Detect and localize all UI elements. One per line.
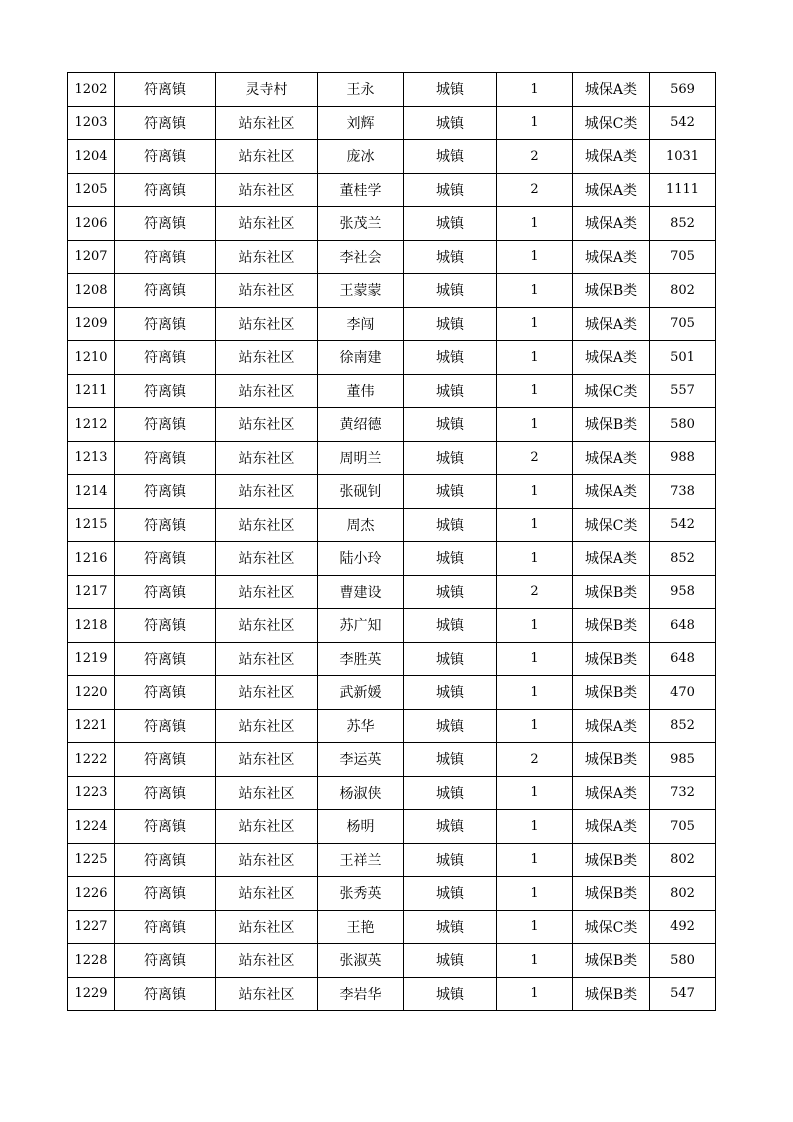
town-cell: 符离镇 — [115, 676, 216, 710]
name-cell: 张砚钊 — [318, 475, 404, 509]
town-cell: 符离镇 — [115, 73, 216, 107]
name-cell: 王永 — [318, 73, 404, 107]
amount-cell: 648 — [650, 609, 716, 643]
amount-cell: 648 — [650, 642, 716, 676]
table-row — [68, 609, 716, 643]
category-cell: 城镇 — [404, 810, 497, 844]
town-cell: 符离镇 — [115, 307, 216, 341]
serial-cell: 1210 — [68, 341, 115, 375]
benefit-class-cell: 城保A类 — [573, 776, 650, 810]
amount-cell: 988 — [650, 441, 716, 475]
serial-cell: 1224 — [68, 810, 115, 844]
serial-cell: 1209 — [68, 307, 115, 341]
serial-cell: 1228 — [68, 944, 115, 978]
category-cell: 城镇 — [404, 207, 497, 241]
serial-cell: 1207 — [68, 240, 115, 274]
category-cell: 城镇 — [404, 106, 497, 140]
village-cell: 站东社区 — [216, 843, 318, 877]
name-cell: 李岩华 — [318, 977, 404, 1011]
amount-cell: 852 — [650, 207, 716, 241]
table-row — [68, 676, 716, 710]
village-cell: 站东社区 — [216, 307, 318, 341]
amount-cell: 557 — [650, 374, 716, 408]
name-cell: 苏广知 — [318, 609, 404, 643]
household-size-cell: 1 — [497, 475, 573, 509]
name-cell: 周明兰 — [318, 441, 404, 475]
name-cell: 刘辉 — [318, 106, 404, 140]
benefit-class-cell: 城保A类 — [573, 810, 650, 844]
village-cell: 站东社区 — [216, 441, 318, 475]
amount-cell: 852 — [650, 709, 716, 743]
name-cell: 杨淑侠 — [318, 776, 404, 810]
category-cell: 城镇 — [404, 173, 497, 207]
amount-cell: 705 — [650, 307, 716, 341]
serial-cell: 1214 — [68, 475, 115, 509]
amount-cell: 1031 — [650, 140, 716, 174]
amount-cell: 470 — [650, 676, 716, 710]
town-cell: 符离镇 — [115, 374, 216, 408]
household-size-cell: 1 — [497, 106, 573, 140]
benefit-class-cell: 城保A类 — [573, 542, 650, 576]
benefit-class-cell: 城保B类 — [573, 575, 650, 609]
name-cell: 徐南建 — [318, 341, 404, 375]
serial-cell: 1215 — [68, 508, 115, 542]
name-cell: 苏华 — [318, 709, 404, 743]
household-size-cell: 1 — [497, 776, 573, 810]
name-cell: 王蒙蒙 — [318, 274, 404, 308]
category-cell: 城镇 — [404, 475, 497, 509]
serial-cell: 1229 — [68, 977, 115, 1011]
name-cell: 李社会 — [318, 240, 404, 274]
serial-cell: 1225 — [68, 843, 115, 877]
town-cell: 符离镇 — [115, 475, 216, 509]
benefit-class-cell: 城保B类 — [573, 977, 650, 1011]
amount-cell: 705 — [650, 240, 716, 274]
category-cell: 城镇 — [404, 910, 497, 944]
serial-cell: 1223 — [68, 776, 115, 810]
town-cell: 符离镇 — [115, 508, 216, 542]
village-cell: 站东社区 — [216, 475, 318, 509]
table-row — [68, 408, 716, 442]
table-row — [68, 374, 716, 408]
name-cell: 张秀英 — [318, 877, 404, 911]
name-cell: 曹建设 — [318, 575, 404, 609]
serial-cell: 1205 — [68, 173, 115, 207]
amount-cell: 852 — [650, 542, 716, 576]
household-size-cell: 1 — [497, 877, 573, 911]
category-cell: 城镇 — [404, 240, 497, 274]
table-row — [68, 642, 716, 676]
table-row — [68, 173, 716, 207]
household-size-cell: 1 — [497, 709, 573, 743]
serial-cell: 1218 — [68, 609, 115, 643]
amount-cell: 802 — [650, 877, 716, 911]
serial-cell: 1216 — [68, 542, 115, 576]
category-cell: 城镇 — [404, 441, 497, 475]
amount-cell: 732 — [650, 776, 716, 810]
village-cell: 站东社区 — [216, 542, 318, 576]
name-cell: 王艳 — [318, 910, 404, 944]
town-cell: 符离镇 — [115, 575, 216, 609]
category-cell: 城镇 — [404, 274, 497, 308]
name-cell: 庞冰 — [318, 140, 404, 174]
town-cell: 符离镇 — [115, 341, 216, 375]
benefit-class-cell: 城保A类 — [573, 475, 650, 509]
benefit-class-cell: 城保B类 — [573, 609, 650, 643]
name-cell: 董伟 — [318, 374, 404, 408]
amount-cell: 985 — [650, 743, 716, 777]
table-row — [68, 441, 716, 475]
town-cell: 符离镇 — [115, 408, 216, 442]
village-cell: 站东社区 — [216, 374, 318, 408]
serial-cell: 1212 — [68, 408, 115, 442]
household-size-cell: 2 — [497, 173, 573, 207]
household-size-cell: 1 — [497, 240, 573, 274]
town-cell: 符离镇 — [115, 877, 216, 911]
village-cell: 站东社区 — [216, 341, 318, 375]
serial-cell: 1213 — [68, 441, 115, 475]
table-row — [68, 709, 716, 743]
table-row — [68, 542, 716, 576]
benefit-class-cell: 城保A类 — [573, 709, 650, 743]
benefit-class-cell: 城保A类 — [573, 240, 650, 274]
category-cell: 城镇 — [404, 709, 497, 743]
category-cell: 城镇 — [404, 977, 497, 1011]
table-row — [68, 508, 716, 542]
category-cell: 城镇 — [404, 508, 497, 542]
category-cell: 城镇 — [404, 776, 497, 810]
town-cell: 符离镇 — [115, 843, 216, 877]
town-cell: 符离镇 — [115, 240, 216, 274]
table-row — [68, 274, 716, 308]
amount-cell: 569 — [650, 73, 716, 107]
category-cell: 城镇 — [404, 307, 497, 341]
village-cell: 站东社区 — [216, 676, 318, 710]
benefit-class-cell: 城保A类 — [573, 341, 650, 375]
household-size-cell: 1 — [497, 944, 573, 978]
village-cell: 站东社区 — [216, 575, 318, 609]
household-size-cell: 1 — [497, 73, 573, 107]
table-row — [68, 575, 716, 609]
town-cell: 符离镇 — [115, 106, 216, 140]
town-cell: 符离镇 — [115, 709, 216, 743]
village-cell: 站东社区 — [216, 743, 318, 777]
amount-cell: 958 — [650, 575, 716, 609]
benefit-class-cell: 城保C类 — [573, 508, 650, 542]
village-cell: 站东社区 — [216, 776, 318, 810]
amount-cell: 580 — [650, 944, 716, 978]
name-cell: 李闯 — [318, 307, 404, 341]
village-cell: 站东社区 — [216, 810, 318, 844]
town-cell: 符离镇 — [115, 207, 216, 241]
village-cell: 站东社区 — [216, 240, 318, 274]
town-cell: 符离镇 — [115, 542, 216, 576]
serial-cell: 1226 — [68, 877, 115, 911]
table-row — [68, 910, 716, 944]
category-cell: 城镇 — [404, 341, 497, 375]
category-cell: 城镇 — [404, 609, 497, 643]
household-size-cell: 1 — [497, 843, 573, 877]
benefit-class-cell: 城保B类 — [573, 843, 650, 877]
amount-cell: 492 — [650, 910, 716, 944]
village-cell: 站东社区 — [216, 877, 318, 911]
benefit-class-cell: 城保B类 — [573, 877, 650, 911]
serial-cell: 1220 — [68, 676, 115, 710]
household-size-cell: 1 — [497, 307, 573, 341]
table-row — [68, 743, 716, 777]
village-cell: 站东社区 — [216, 508, 318, 542]
name-cell: 李胜英 — [318, 642, 404, 676]
amount-cell: 802 — [650, 843, 716, 877]
table-row — [68, 843, 716, 877]
table-body — [68, 73, 716, 1011]
town-cell: 符离镇 — [115, 910, 216, 944]
serial-cell: 1227 — [68, 910, 115, 944]
category-cell: 城镇 — [404, 843, 497, 877]
table-row — [68, 475, 716, 509]
category-cell: 城镇 — [404, 877, 497, 911]
benefit-class-cell: 城保B类 — [573, 408, 650, 442]
amount-cell: 580 — [650, 408, 716, 442]
town-cell: 符离镇 — [115, 944, 216, 978]
name-cell: 王祥兰 — [318, 843, 404, 877]
household-size-cell: 1 — [497, 408, 573, 442]
table-row — [68, 977, 716, 1011]
village-cell: 站东社区 — [216, 274, 318, 308]
town-cell: 符离镇 — [115, 810, 216, 844]
amount-cell: 1111 — [650, 173, 716, 207]
serial-cell: 1206 — [68, 207, 115, 241]
category-cell: 城镇 — [404, 944, 497, 978]
table-row — [68, 207, 716, 241]
benefit-class-cell: 城保B类 — [573, 274, 650, 308]
village-cell: 站东社区 — [216, 408, 318, 442]
village-cell: 灵寺村 — [216, 73, 318, 107]
town-cell: 符离镇 — [115, 776, 216, 810]
household-size-cell: 2 — [497, 743, 573, 777]
table-row — [68, 73, 716, 107]
benefit-class-cell: 城保B类 — [573, 642, 650, 676]
town-cell: 符离镇 — [115, 274, 216, 308]
household-size-cell: 1 — [497, 274, 573, 308]
village-cell: 站东社区 — [216, 977, 318, 1011]
benefit-class-cell: 城保C类 — [573, 910, 650, 944]
household-size-cell: 2 — [497, 575, 573, 609]
benefit-class-cell: 城保C类 — [573, 374, 650, 408]
town-cell: 符离镇 — [115, 642, 216, 676]
town-cell: 符离镇 — [115, 140, 216, 174]
serial-cell: 1221 — [68, 709, 115, 743]
name-cell: 张茂兰 — [318, 207, 404, 241]
benefit-class-cell: 城保A类 — [573, 207, 650, 241]
benefit-class-cell: 城保B类 — [573, 944, 650, 978]
category-cell: 城镇 — [404, 408, 497, 442]
serial-cell: 1217 — [68, 575, 115, 609]
serial-cell: 1204 — [68, 140, 115, 174]
table-row — [68, 877, 716, 911]
village-cell: 站东社区 — [216, 106, 318, 140]
serial-cell: 1208 — [68, 274, 115, 308]
table-row — [68, 240, 716, 274]
household-size-cell: 1 — [497, 676, 573, 710]
category-cell: 城镇 — [404, 73, 497, 107]
serial-cell: 1222 — [68, 743, 115, 777]
village-cell: 站东社区 — [216, 609, 318, 643]
village-cell: 站东社区 — [216, 207, 318, 241]
category-cell: 城镇 — [404, 575, 497, 609]
town-cell: 符离镇 — [115, 977, 216, 1011]
household-size-cell: 1 — [497, 374, 573, 408]
name-cell: 周杰 — [318, 508, 404, 542]
category-cell: 城镇 — [404, 642, 497, 676]
household-size-cell: 1 — [497, 810, 573, 844]
benefit-class-cell: 城保B类 — [573, 743, 650, 777]
category-cell: 城镇 — [404, 542, 497, 576]
category-cell: 城镇 — [404, 743, 497, 777]
household-size-cell: 1 — [497, 642, 573, 676]
serial-cell: 1211 — [68, 374, 115, 408]
table-row — [68, 106, 716, 140]
household-size-cell: 1 — [497, 977, 573, 1011]
table-row — [68, 944, 716, 978]
benefit-class-cell: 城保A类 — [573, 140, 650, 174]
town-cell: 符离镇 — [115, 173, 216, 207]
name-cell: 陆小玲 — [318, 542, 404, 576]
category-cell: 城镇 — [404, 140, 497, 174]
table-row — [68, 341, 716, 375]
name-cell: 杨明 — [318, 810, 404, 844]
village-cell: 站东社区 — [216, 140, 318, 174]
amount-cell: 802 — [650, 274, 716, 308]
roster-table — [67, 72, 716, 1011]
household-size-cell: 1 — [497, 341, 573, 375]
village-cell: 站东社区 — [216, 173, 318, 207]
serial-cell: 1219 — [68, 642, 115, 676]
name-cell: 武新媛 — [318, 676, 404, 710]
benefit-class-cell: 城保A类 — [573, 73, 650, 107]
serial-cell: 1202 — [68, 73, 115, 107]
town-cell: 符离镇 — [115, 441, 216, 475]
name-cell: 董桂学 — [318, 173, 404, 207]
household-size-cell: 1 — [497, 542, 573, 576]
household-size-cell: 1 — [497, 508, 573, 542]
amount-cell: 547 — [650, 977, 716, 1011]
table-row — [68, 140, 716, 174]
table-row — [68, 810, 716, 844]
town-cell: 符离镇 — [115, 743, 216, 777]
village-cell: 站东社区 — [216, 709, 318, 743]
name-cell: 李运英 — [318, 743, 404, 777]
table-row — [68, 307, 716, 341]
town-cell: 符离镇 — [115, 609, 216, 643]
household-size-cell: 1 — [497, 910, 573, 944]
category-cell: 城镇 — [404, 676, 497, 710]
village-cell: 站东社区 — [216, 944, 318, 978]
household-size-cell: 1 — [497, 609, 573, 643]
name-cell: 张淑英 — [318, 944, 404, 978]
benefit-class-cell: 城保A类 — [573, 441, 650, 475]
village-cell: 站东社区 — [216, 910, 318, 944]
household-size-cell: 2 — [497, 140, 573, 174]
serial-cell: 1203 — [68, 106, 115, 140]
village-cell: 站东社区 — [216, 642, 318, 676]
amount-cell: 705 — [650, 810, 716, 844]
household-size-cell: 1 — [497, 207, 573, 241]
benefit-class-cell: 城保A类 — [573, 307, 650, 341]
amount-cell: 542 — [650, 106, 716, 140]
benefit-class-cell: 城保A类 — [573, 173, 650, 207]
amount-cell: 738 — [650, 475, 716, 509]
benefit-class-cell: 城保C类 — [573, 106, 650, 140]
category-cell: 城镇 — [404, 374, 497, 408]
amount-cell: 501 — [650, 341, 716, 375]
household-size-cell: 2 — [497, 441, 573, 475]
name-cell: 黄绍德 — [318, 408, 404, 442]
amount-cell: 542 — [650, 508, 716, 542]
table-row — [68, 776, 716, 810]
benefit-class-cell: 城保B类 — [573, 676, 650, 710]
